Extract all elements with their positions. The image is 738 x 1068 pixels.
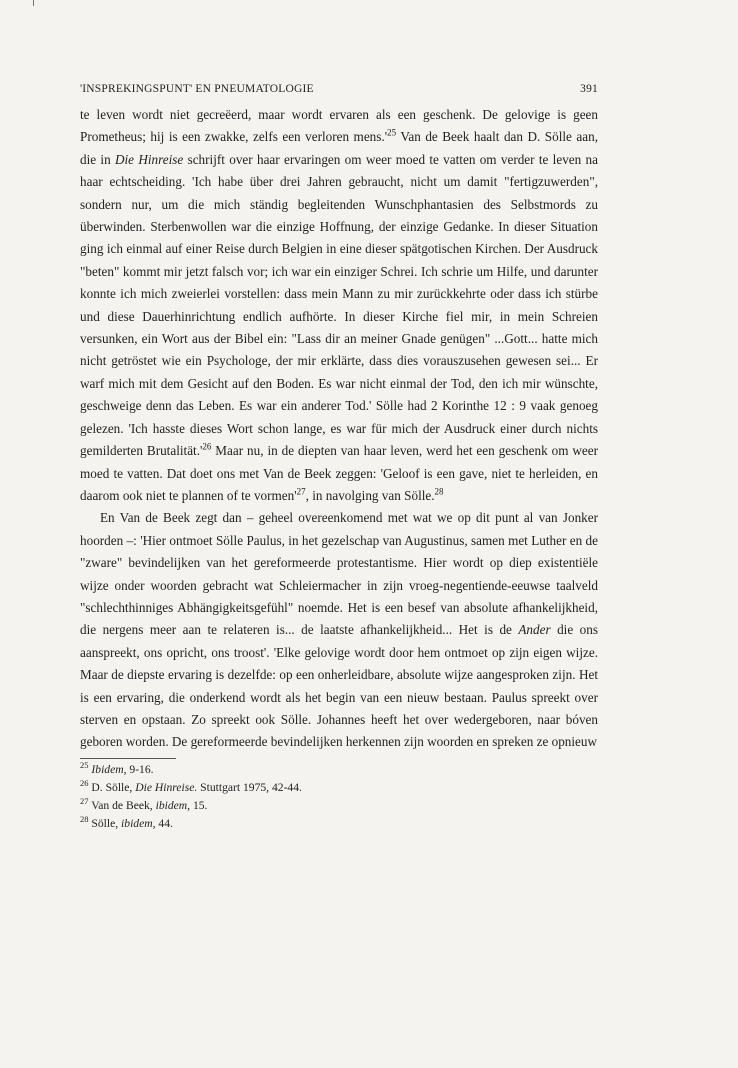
footnote-26 xyxy=(80,779,598,797)
text-run: schrijft over haar ervaringen om weer moed te vatten om verder te leven na haar echtscheiding. 'Ich habe über drei Jahren gebraucht, nicht um damit "fertigzuwerden", sondern nur, um die mich ständig begleitenden Wunschphantasien des Selbstmords zu überwinden. Sterbenwollen war die einzige Hoffnung, der einzige Gedanke. In dieser Situation ging ich einmal auf einer Reise durch Belgien in eine dieser spätgotischen Kirchen. Der Ausdruck "beten" kommt mir jetzt falsch vor; ich war ein einziger Schrei. Ich schrie um Hilfe, und darunter konnte ich mich zweierlei vorstellen: dass mein Mann zu mir zurückkehrte oder dass ich stürbe und diese Dauerhinrichtung endlich aufhörte. In dieser Kirche fiel mir, in mein Schreien versunken, ein Wort aus der Bibel ein: "Lass dir an meiner Gnade genügen" ...Gott... hatte mich nicht getröstet wie ein Psychologe, der mir erklärte, dass dies vorauszusehen gewesen sei... Er warf mich mit dem Gesicht auf den Boden. Es war nicht einmal der Tod, den ich mir wünschte, geschweige denn das Leben. Es war ein anderer Tod.' Sölle had 2 Korinthe 12 : 9 vaak genoeg gelezen. 'Ich hasste dieses Wort schon lange, es war für mich der Ausdruck einer durch nichts gemilderten Brutalität.' xyxy=(80,151,598,459)
footnote-pre: Van de Beek, xyxy=(91,798,156,812)
footnote-text: 9-16. xyxy=(126,762,154,776)
running-title: 'INSPREKINGSPUNT' EN PNEUMATOLOGIE xyxy=(80,83,314,95)
footnote-ref-27: 27 xyxy=(296,486,306,497)
text-run: te leven wordt niet gecreëerd, maar wordt ervaren als een geschenk. De gelovige is geen Prometheus; hij is een zwakke, zelfs een verloren mens.' xyxy=(80,107,598,145)
footnote-number: 27 xyxy=(80,795,89,806)
footnote-27 xyxy=(80,797,598,815)
text-run: En Van de Beek zegt dan – geheel overeenkomend met wat we op dit punt al van Jonker hoorden –: 'Hier ontmoet Sölle Paulus, in het gezelschap van Augustinus, samen met Luther en de "zware" bevindelijken van het gereformeerde protestantisme. Hier wordt op diep existentiële wijze onder woorden gebracht wat Schleiermacher in zijn vroeg-negentiende-eeuwse taalveld "schlechthinniges Abhängigkeitsgefühl" noemde. Het is een besef van absolute afhankelijkheid, die nergens meer aan te relateren is... de laatste afhankelijkheid... Het is de xyxy=(80,510,598,638)
footnote-italic: ibidem, xyxy=(155,798,191,812)
emphasis-ander: Ander xyxy=(518,622,551,638)
footnote-ref-26: 26 xyxy=(202,441,212,452)
book-page xyxy=(80,78,598,833)
paragraph-2 xyxy=(80,507,598,753)
footnote-text: Stuttgart 1975, 42-44. xyxy=(197,780,302,794)
text-run: Maar nu, in de diepten van haar leven, werd het een geschenk om weer moed te vatten. Dat doet ons met Van de Beek zeggen: 'Geloof is een gave, niet te herleiden, en daarom ook niet te plannen of te vormen' xyxy=(80,443,598,503)
footnotes xyxy=(80,761,598,833)
footnote-divider xyxy=(80,758,176,759)
footnote-25 xyxy=(80,761,598,779)
footnote-28 xyxy=(80,815,598,833)
footnote-text: 44. xyxy=(155,816,173,830)
running-head xyxy=(80,78,598,100)
text-run: Van de Beek haalt dan D. Sölle aan, die in xyxy=(80,129,598,167)
book-title-die-hinreise: Die Hinreise xyxy=(114,151,184,167)
footnote-number: 26 xyxy=(80,777,89,788)
text-run: , in navolging van Sölle. xyxy=(305,487,435,503)
page-number: 391 xyxy=(580,83,598,95)
paragraph-1 xyxy=(80,104,598,507)
footnote-ref-28: 28 xyxy=(434,486,444,497)
footnote-number: 28 xyxy=(80,813,89,824)
footnote-text: 15. xyxy=(190,798,208,812)
footnote-pre: D. Sölle, xyxy=(91,780,136,794)
footnote-italic: Die Hinreise. xyxy=(135,780,198,794)
footnote-number: 25 xyxy=(80,759,89,770)
main-text xyxy=(80,104,598,754)
footnote-italic: ibidem, xyxy=(121,816,156,830)
scan-edge-mark xyxy=(33,0,34,6)
footnote-italic: Ibidem, xyxy=(91,762,127,776)
footnote-pre: Sölle, xyxy=(91,816,122,830)
footnote-ref-25: 25 xyxy=(387,128,397,139)
text-run: die ons aanspreekt, ons opricht, ons troost'. 'Elke gelovige wordt door hem ontmoet op zijn eigen wijze. Maar de diepste ervaring is dezelfde: op een onherleidbare, absolute wijze aangesproken zijn. Het is een ervaring, die onderkend wordt als het begin van een nieuw bestaan. Paulus spreekt over sterven en opstaan. Zo spreekt ook Sölle. Johannes heeft het over wedergeboren, naar bóven geboren worden. De gereformeerde bevindelijken herkennen zijn woorden en spreken ze opnieuw xyxy=(80,622,598,750)
